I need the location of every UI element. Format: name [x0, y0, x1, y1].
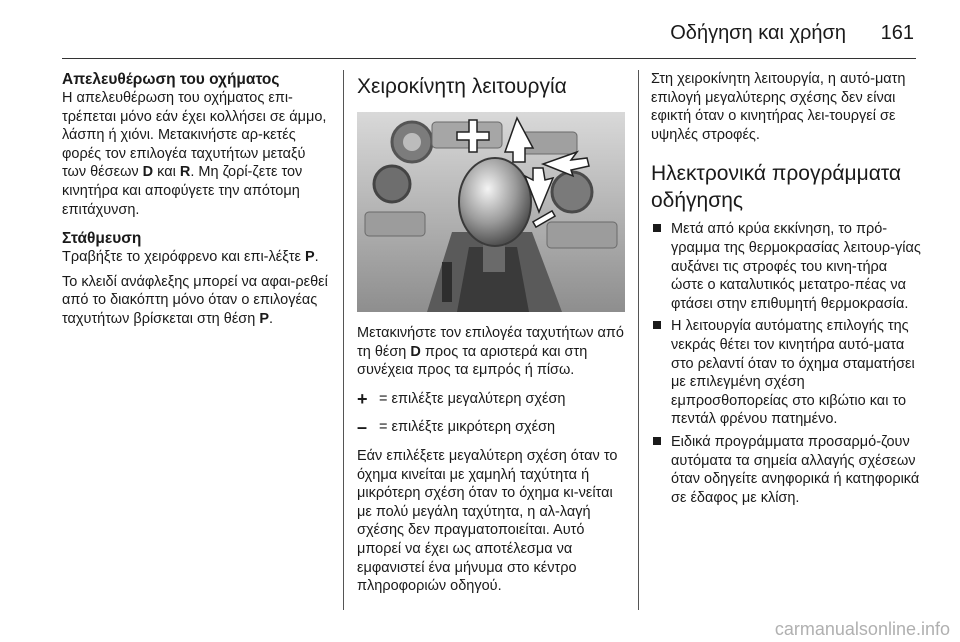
- heading-manual-mode: Χειροκίνητη λειτουργία: [357, 75, 567, 98]
- list-item: Η λειτουργία αυτόματης επιλογής της νεκράς θέτει τον κινητήρα αυτό-ματα στο ρελαντί όταν το όχημα σταματήσει με επιλεγμένη σχέση εμπροσθοπορείας στο κιβώτιο και το πεντάλ φρένου πατημένο.: [651, 317, 923, 429]
- minus-icon: –: [357, 417, 368, 438]
- column-divider: [638, 70, 639, 610]
- plus-icon: +: [357, 388, 368, 409]
- heading-vehicle-release: Απελευθέρωση του οχήματος: [62, 71, 280, 88]
- gear-selector-photo: [357, 112, 625, 312]
- paragraph-parking-2: Το κλειδί ανάφλεξης μπορεί να αφαι-ρεθεί από το διακόπτη μόνο όταν ο επιλογέας ταχυτήτων βρίσκεται στη θέση P.: [62, 273, 328, 327]
- watermark: carmanualsonline.info: [774, 619, 950, 639]
- paragraph-vehicle-release: Η απελευθέρωση του οχήματος επι-τρέπεται μόνο εάν έχει κολλήσει σε άμμο, λάσπη ή χιόνι. Μετακινήστε αρ-κετές φορές τον επιλογέα ταχυτήτων μεταξύ των θέσεων D και R. Μη ζορί-ζετε τον κινητήρα και αποφύγετε την απότομη επιτάχυνση.: [62, 90, 327, 218]
- list-item: Ειδικά προγράμματα προσαρμό-ζουν αυτόματα τα σημεία αλλαγής σχέσεων όταν οδηγείτε ανηφορικά ή κατηφορικά σε έδαφος με κλίση.: [651, 433, 923, 507]
- bullet-icon: [653, 224, 661, 232]
- column-3: [651, 70, 923, 511]
- column-divider: [343, 70, 344, 610]
- column-2: [357, 70, 625, 596]
- paragraph-manual-note: Εάν επιλέξετε μεγαλύτερη σχέση όταν το όχημα κινείται με χαμηλή ταχύτητα ή μικρότερη σχέση όταν το όχημα κι-νείται με πολύ μεγάλη ταχύτητα, η αλ-λαγή σχέσης δεν πραγματοποιείται. Αυτό μπορεί να έχει ως αποτέλεσμα να εμφανιστεί ένα μήνυμα στο κέντρο πληροφοριών οδηγού.: [357, 447, 618, 595]
- heading-parking: Στάθμευση: [62, 230, 142, 248]
- paragraph-parking-1: Τραβήξτε το χειρόφρενο και επι-λέξτε P.: [62, 249, 319, 266]
- legend-upshift: + = επιλέξτε μεγαλύτερη σχέση: [357, 388, 566, 409]
- bullet-icon: [653, 437, 661, 445]
- section-title: Οδήγηση και χρήση: [670, 22, 846, 44]
- legend-downshift: – = επιλέξτε μικρότερη σχέση: [357, 417, 556, 438]
- paragraph-manual-instructions: Μετακινήστε τον επιλογέα ταχυτήτων από τη θέση D προς τα αριστερά και στη συνέχεια προς τα εμπρός ή πίσω.: [357, 325, 624, 379]
- bullet-icon: [653, 321, 661, 329]
- list-item: Μετά από κρύα εκκίνηση, το πρό-γραμμα της θερμοκρασίας λειτουρ-γίας αυξάνει τις στροφές του κινη-τήρα ώστε ο καταλυτικός μετατρο-πέας να φτάσει στην επιθυμητή θερμοκρασία.: [651, 220, 923, 313]
- page-number: 161: [880, 22, 914, 44]
- heading-electronic-programs: Ηλεκτρονικά προγράμματα οδήγησης: [651, 162, 902, 213]
- column-1: [62, 70, 330, 329]
- program-list: [651, 220, 923, 507]
- paragraph-manual-high-rpm: Στη χειροκίνητη λειτουργία, η αυτό-ματη επιλογή μεγαλύτερης σχέσης δεν είναι εφικτή όταν ο κινητήρας λει-τουργεί σε υψηλές στροφές.: [651, 71, 906, 143]
- gear-selector-illustration: [357, 112, 625, 312]
- page-header: [62, 14, 916, 59]
